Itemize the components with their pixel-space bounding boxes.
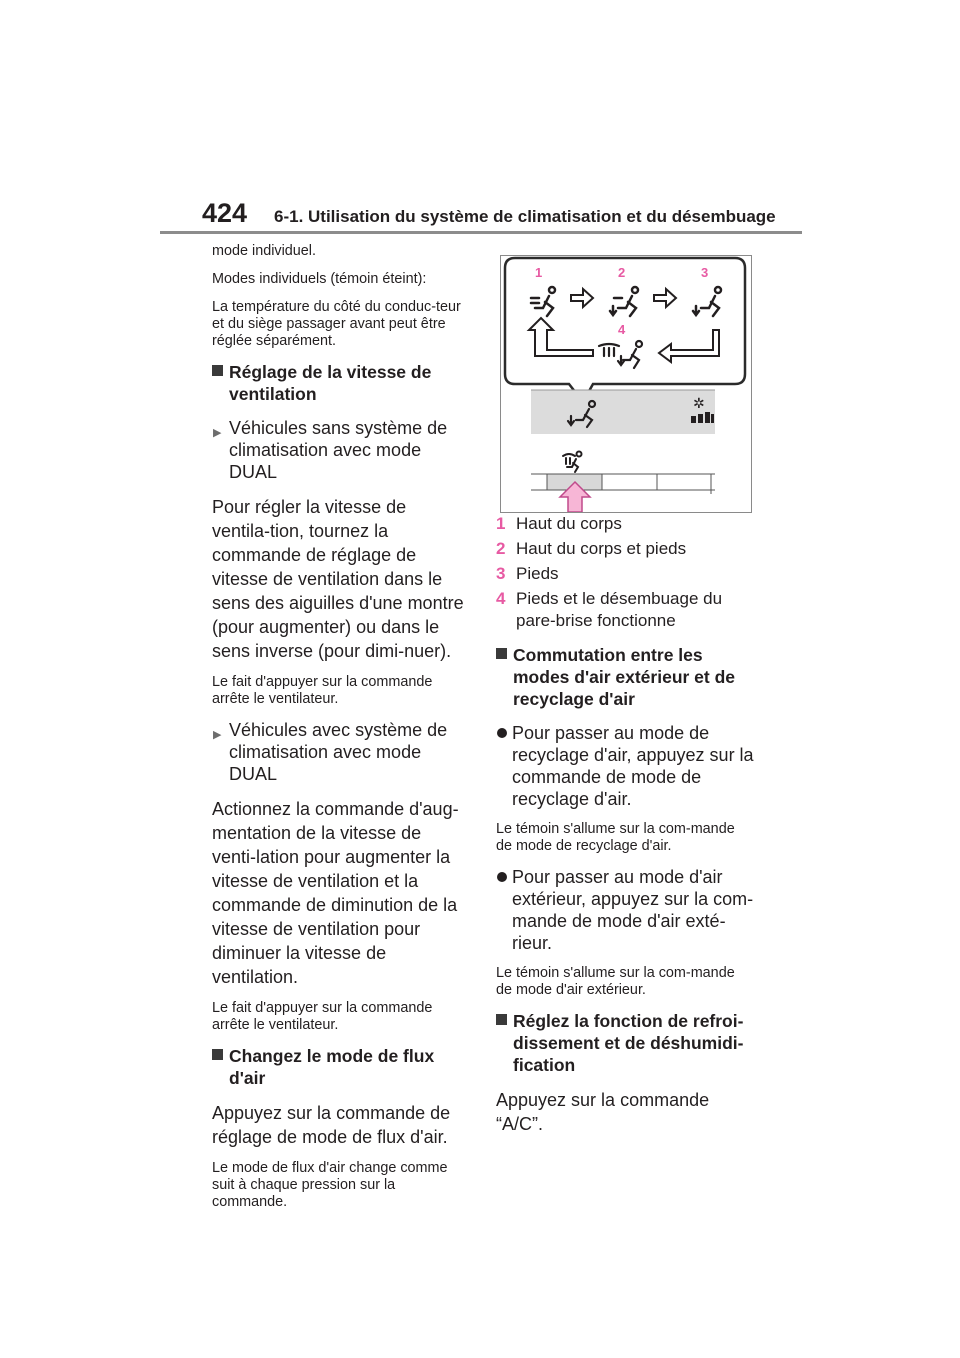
section-heading	[496, 1010, 754, 1076]
sub-heading-text: Véhicules avec système de climatisation avec mode DUAL	[229, 720, 448, 784]
header-rule	[160, 231, 802, 234]
list-item	[496, 563, 754, 585]
mode-label-3: 3	[701, 265, 709, 280]
section-heading	[212, 361, 468, 405]
paragraph: mode individuel.	[212, 243, 316, 259]
note: Le témoin s'allume sur la com-mande de mode d'air extérieur.	[496, 965, 735, 998]
triangle-bullet-icon: ▶	[213, 427, 222, 439]
airflow-diagram	[501, 256, 751, 512]
item-number: 1	[496, 514, 506, 533]
section-title: 6-1. Utilisation du système de climatisation et du désembuage	[274, 207, 776, 226]
left-column	[212, 243, 468, 1222]
square-bullet-icon	[496, 648, 507, 659]
svg-text:✲: ✲	[693, 396, 705, 412]
square-bullet-icon	[496, 1014, 507, 1025]
note: Le fait d'appuyer sur la commande arrête le ventilateur.	[212, 674, 433, 707]
heading-text: Changez le mode de flux d'air	[229, 1046, 435, 1088]
list-item	[496, 513, 754, 535]
paragraph: Modes individuels (témoin éteint):	[212, 271, 427, 287]
item-text: Haut du corps et pieds	[516, 539, 687, 558]
mode-label-4: 4	[618, 322, 626, 337]
square-bullet-icon	[212, 365, 223, 376]
section-heading	[496, 644, 754, 710]
sub-heading	[212, 719, 468, 785]
item-number: 4	[496, 589, 506, 608]
list-item	[496, 588, 754, 632]
bullet-item	[496, 722, 754, 810]
paragraph: Appuyez sur la commande de réglage de mode de flux d'air.	[212, 1103, 451, 1147]
note: Le mode de flux d'air change comme suit à chaque pression sur la commande.	[212, 1160, 448, 1210]
paragraph: Appuyez sur la commande “A/C”.	[496, 1090, 710, 1134]
dot-bullet-icon	[497, 872, 507, 882]
paragraph: Pour régler la vitesse de ventila-tion, tournez la commande de réglage de vitesse de ventilation dans le sens des aiguilles d'une montre (pour augmenter) ou dans le sens inverse (pour dimi-nuer).	[212, 497, 464, 661]
page-header	[160, 198, 802, 238]
heading-text: Réglez la fonction de refroi-dissement et de déshumidi-fication	[513, 1011, 744, 1075]
square-bullet-icon	[212, 1049, 223, 1060]
airflow-mode-figure	[500, 255, 752, 513]
paragraph: La température du côté du conduc-teur et du siège passager avant peut être réglée séparément.	[212, 299, 461, 349]
item-text: Pieds	[516, 564, 559, 583]
note: Le fait d'appuyer sur la commande arrête le ventilateur.	[212, 1000, 433, 1033]
bullet-text: Pour passer au mode de recyclage d'air, appuyez sur la commande de mode de recyclage d'air.	[512, 723, 754, 809]
item-number: 2	[496, 539, 506, 558]
paragraph: Actionnez la commande d'aug-mentation de la vitesse de venti-lation pour augmenter la vitesse de ventilation et la commande de diminution de la vitesse de ventilation pour diminuer la vitesse de ventilation.	[212, 799, 459, 987]
page-number: 424	[202, 198, 248, 228]
section-heading	[212, 1045, 468, 1089]
right-column	[496, 513, 754, 1147]
heading-text: Commutation entre les modes d'air extérieur et de recyclage d'air	[513, 645, 736, 709]
button-panel-icon	[563, 452, 582, 473]
bullet-item	[496, 866, 754, 954]
dot-bullet-icon	[497, 728, 507, 738]
triangle-bullet-icon: ▶	[213, 729, 222, 741]
sub-heading-text: Véhicules sans système de climatisation avec mode DUAL	[229, 418, 448, 482]
item-text: Haut du corps	[516, 514, 622, 533]
note: Le témoin s'allume sur la com-mande de mode de recyclage d'air.	[496, 821, 735, 854]
sub-heading	[212, 417, 468, 483]
mode-label-1: 1	[535, 265, 543, 280]
heading-text: Réglage de la vitesse de ventilation	[229, 362, 432, 404]
item-text: Pieds et le désembuage du pare-brise fonctionne	[516, 589, 723, 630]
mode-label-2: 2	[618, 265, 626, 280]
item-number: 3	[496, 564, 506, 583]
bullet-text: Pour passer au mode d'air extérieur, appuyez sur la com-mande de mode d'air exté-rieur.	[512, 867, 754, 953]
list-item	[496, 538, 754, 560]
ac-display-panel	[531, 390, 715, 434]
